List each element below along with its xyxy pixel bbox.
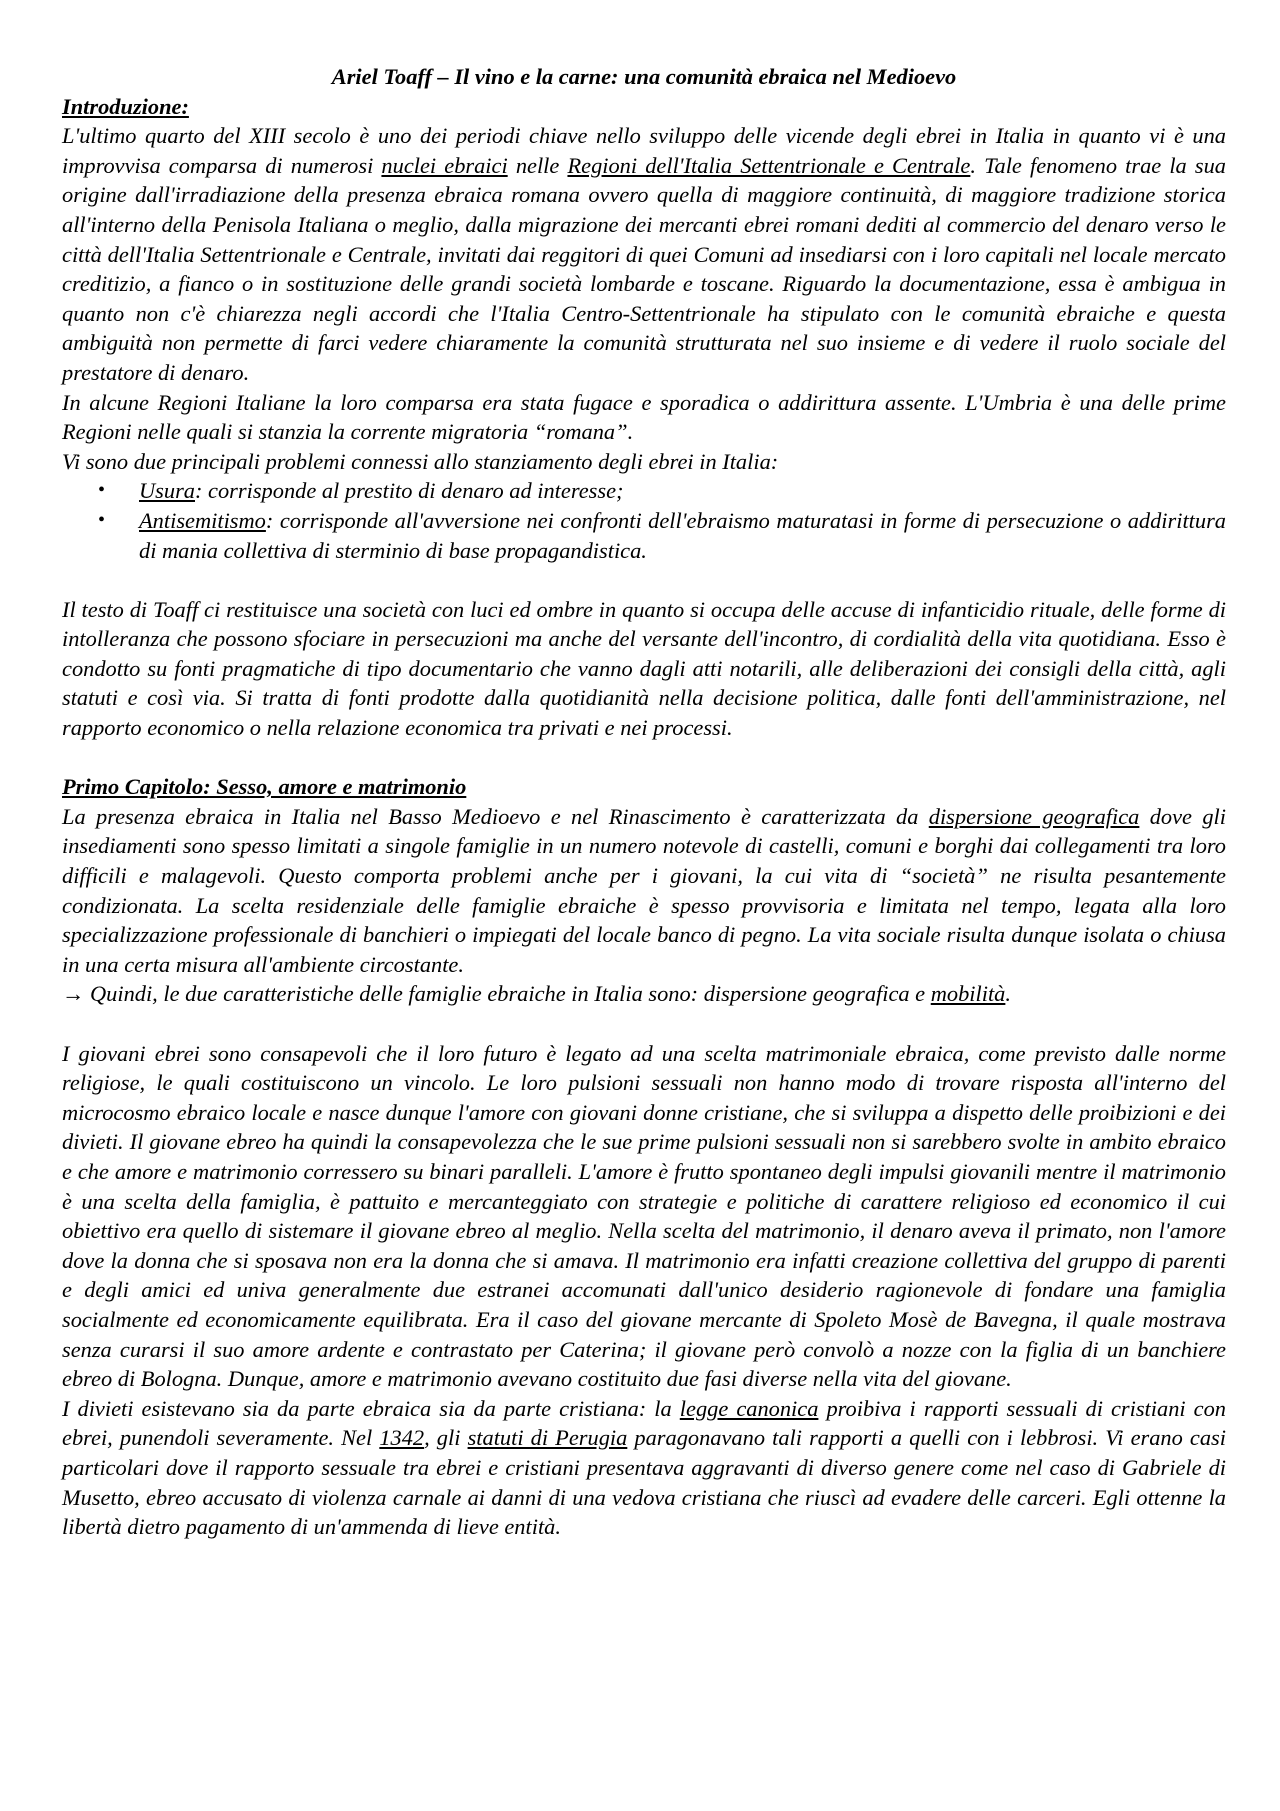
text-run: . Tale fenomeno trae la sua origine dall'irradiazione della presenza ebraica romana ovvero quella di maggiore continuità, di maggiore tradizione storica all'interno della Penisola Italiana o meglio, dalla migrazione dei mercanti ebrei romani dediti al commercio del denaro verso le città dell'Italia Settentrionale e Centrale, invitati dai reggitori di quei Comuni ad insediarsi con i loro capitali nel locale mercato creditizio, a fianco o in sostituzione delle grandi società lombarde e toscane. Riguardo la documentazione, essa è ambigua in quanto non c'è chiarezza negli accordi che l'Italia Centro-Settentrionale ha stipulato con le comunità ebraiche e questa ambiguità non permette di farci vedere chiaramente la comunità strutturata nel suo insieme e di vedere il ruolo sociale del prestatore di denaro. [62,152,1226,385]
text-run: Quindi, le due caratteristiche delle famiglie ebraiche in Italia sono: dispersione geografica e [84,981,931,1007]
list-item-term: Usura [139,478,195,504]
text-run: proibiva i rapporti sessuali di cristiani con ebrei, punendoli severamente. Nel [62,1395,1226,1451]
text-run: , gli [424,1425,468,1451]
text-run: I divieti esistevano sia da parte ebraica sia da parte cristiana: la [62,1395,680,1421]
text-run: . [1005,981,1011,1007]
list-item [62,506,1226,565]
document-page [62,62,1226,1542]
bullet-icon: • [98,479,106,502]
list-item-description: : corrisponde all'avversione nei confronti dell'ebraismo maturatasi in forme di persecuzione o addirittura di mania collettiva di sterminio di base propagandistica. [139,507,1226,563]
document-title: Ariel Toaff – Il vino e la carne: una comunità ebraica nel Medioevo [331,64,957,89]
problems-list [62,476,1226,565]
chapter-1-paragraph-1 [62,802,1226,980]
intro-paragraph-2: In alcune Regioni Italiane la loro comparsa era stata fugace e sporadica o addirittura assente. L'Umbria è una delle prime Regioni nelle quali si stanzia la corrente migratoria “romana”. [62,389,1226,445]
text-run: L'ultimo quarto del XIII secolo è uno dei periodi chiave nello sviluppo delle vicende degli ebrei in Italia in quanto vi è una improvvisa comparsa di numerosi [62,123,1226,178]
text-run: La presenza ebraica in Italia nel Basso Medioevo e nel Rinascimento è caratterizzata da [62,803,929,829]
underlined-term: legge canonica [679,1395,819,1421]
list-item-description: : corrisponde al prestito di denaro ad interesse; [195,478,624,504]
chapter-1-paragraph-4 [62,1394,1226,1542]
intro-paragraph-1 [62,121,1226,387]
text-run: paragonavano tali rapporti a quelli con i lebbrosi. Vi erano casi particolari dove il rapporto sessuale tra ebrei e cristiani presentava aggravanti di diverso genere come nel caso di Gabriele di Musetto, ebreo accusato di violenza carnale ai danni di una vedova cristiana che riuscì ad evadere delle carceri. Egli ottenne la libertà dietro pagamento di un'ammenda di lieve entità. [62,1425,1226,1540]
text-run: dove gli insediamenti sono spesso limitati a singole famiglie in un numero notevole di castelli, comuni e borghi dai collegamenti tra loro difficili e malagevoli. Questo comporta problemi anche per i giovani, la cui vita di “società” ne risulta pesantemente condizionata. La scelta residenziale delle famiglie ebraiche è spesso provvisoria e limitata nel tempo, legata alla loro specializzazione professionale di banchieri o impiegati del locale banco di pegno. La vita sociale risulta dunque isolata o chiusa in una certa misura all'ambiente circostante. [62,803,1226,977]
intro-heading: Introduzione: [62,93,189,119]
chapter-1-paragraph-2 [62,979,1226,1009]
underlined-term: statuti di Perugia [467,1425,628,1451]
chapter-1-paragraph-3: I giovani ebrei sono consapevoli che il loro futuro è legato ad una scelta matrimoniale ebraica, come previsto dalle norme religiose, le quali costituiscono un vincolo. Le loro pulsioni sessuali non hanno modo di trovare risposta all'interno del microcosmo ebraico locale e nasce dunque l'amore con giovani donne cristiane, che si sviluppa a dispetto delle proibizioni e dei divieti. Il giovane ebreo ha quindi la consapevolezza che le sue prime pulsioni sessuali non si sarebbero svolte in ambito ebraico e che amore e matrimonio corressero su binari paralleli. L'amore è frutto spontaneo degli impulsi giovanili mentre il matrimonio è una scelta della famiglia, è pattuito e mercanteggiato con strategie e politiche di carattere religioso ed economico il cui obiettivo era quello di sistemare il giovane ebreo al meglio. Nella scelta del matrimonio, il denaro aveva il primato, non l'amore dove la donna che si sposava non era la donna che si amava. Il matrimonio era infatti creazione collettiva del gruppo di parenti e degli amici ed univa generalmente due estranei accomunati dall'unico desiderio ragionevole di fondare una famiglia socialmente ed economicamente equilibrata. Era il caso del giovane mercante di Spoleto Mosè de Bavegna, il quale mostrava senza curarsi il suo amore ardente e contrastato per Caterina; il giovane però convolò a nozze con la figlia di un banchiere ebreo di Bologna. Dunque, amore e matrimonio avevano costituito due fasi diverse nella vita del giovane. [62,1040,1226,1392]
underlined-term: dispersione geografica [928,803,1140,829]
chapter-1-heading: Primo Capitolo: Sesso, amore e matrimonio [62,774,467,800]
arrow-right-icon: → [62,981,85,1007]
intro-paragraph-3: Vi sono due principali problemi connessi allo stanziamento degli ebrei in Italia: [62,448,779,474]
spacer [62,743,1226,773]
underlined-term: 1342 [379,1425,425,1451]
list-item-term: Antisemitismo [139,507,266,533]
bullet-icon: • [98,508,106,531]
spacer [62,1009,1226,1039]
underlined-term: mobilità [930,981,1006,1007]
spacer [62,565,1226,595]
underlined-term: nuclei ebraici [381,152,508,178]
list-item [62,476,1226,506]
intro-paragraph-4: Il testo di Toaff ci restituisce una società con luci ed ombre in quanto si occupa delle accuse di infanticidio rituale, delle forme di intolleranza che possono sfociare in persecuzioni ma anche del versante dell'incontro, di cordialità della vita quotidiana. Esso è condotto su fonti pragmatiche di tipo documentario che vanno dagli atti notarili, alle deliberazioni dei consigli della città, agli statuti e così via. Si tratta di fonti prodotte dalla quotidianità nella decisione politica, dalle fonti dell'amministrazione, nel rapporto economico o nella relazione economica tra privati e nei processi. [62,596,1226,741]
underlined-term: Regioni dell'Italia Settentrionale e Centrale [567,152,971,178]
text-run: nelle [507,152,568,178]
